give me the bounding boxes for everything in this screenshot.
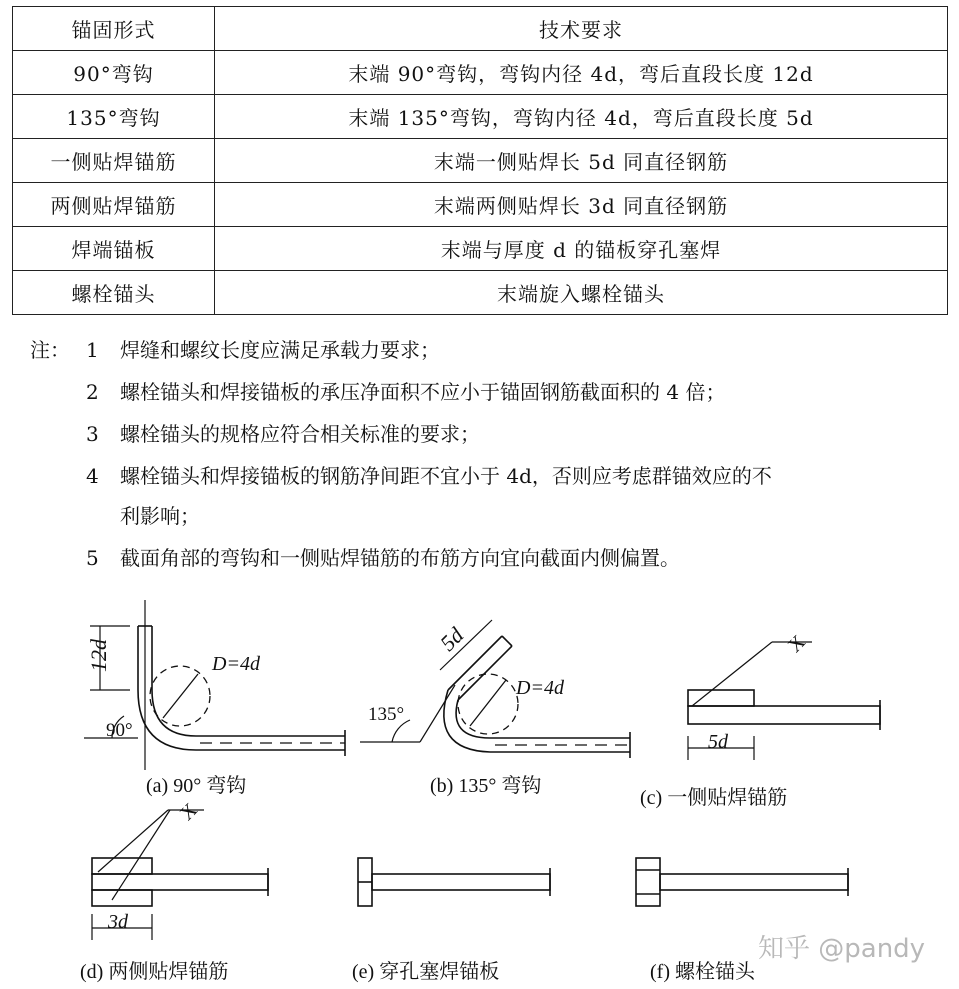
label-a-length: 12d [86, 639, 111, 672]
cell-form: 一侧贴焊锚筋 [13, 139, 215, 183]
table-row [13, 95, 948, 139]
note-number: 1 [86, 338, 99, 362]
label-b-length: 5d [435, 622, 469, 656]
watermark: 知乎 @pandy [758, 934, 926, 964]
label-b-angle: 135° [368, 704, 405, 725]
diagram-b-135-hook [360, 620, 630, 758]
note-item [30, 376, 725, 405]
cell-requirement: 末端两侧贴焊长 3d 同直径钢筋 [215, 183, 948, 227]
note-item [30, 542, 680, 571]
note-text: 螺栓锚头和焊接锚板的钢筋净间距不宜小于 4d，否则应考虑群锚效应的不 [120, 464, 772, 488]
note-number: 4 [86, 464, 99, 488]
note-text: 螺栓锚头的规格应符合相关标准的要求； [120, 422, 480, 446]
cell-requirement: 末端 90°弯钩，弯钩内径 4d，弯后直段长度 12d [215, 51, 948, 95]
table-row [13, 227, 948, 271]
cell-form: 两侧贴焊锚筋 [13, 183, 215, 227]
label-a-angle: 90° [106, 720, 133, 741]
anchorage-table [12, 6, 948, 315]
label-a-diameter: D=4d [212, 653, 260, 675]
note-item [30, 460, 772, 489]
note-item [30, 334, 440, 363]
table-row [13, 183, 948, 227]
cell-form: 135°弯钩 [13, 95, 215, 139]
note-number: 5 [86, 546, 99, 570]
cell-requirement: 末端旋入螺栓锚头 [215, 271, 948, 315]
caption-c: (c) 一侧贴焊锚筋 [640, 787, 788, 809]
note-text: 截面角部的弯钩和一侧贴焊锚筋的布筋方向宜向截面内侧偏置。 [120, 546, 680, 570]
diagram-e-plug-weld-plate [358, 858, 550, 906]
note-number: 3 [86, 422, 99, 446]
cell-form: 焊端锚板 [13, 227, 215, 271]
note-number: 2 [86, 380, 99, 404]
cell-form: 90°弯钩 [13, 51, 215, 95]
table-row [13, 51, 948, 95]
note-text: 焊缝和螺纹长度应满足承载力要求； [120, 338, 440, 362]
note-text: 螺栓锚头和焊接锚板的承压净面积不应小于锚固钢筋截面积的 4 倍； [120, 380, 726, 404]
label-b-diameter: D=4d [516, 677, 564, 699]
cell-requirement: 末端与厚度 d 的锚板穿孔塞焊 [215, 227, 948, 271]
table-row [13, 139, 948, 183]
weld-mark-c: X [783, 631, 810, 657]
label-d-length: 3d [108, 911, 128, 933]
table-header-row [13, 7, 948, 51]
caption-e: (e) 穿孔塞焊锚板 [352, 961, 500, 983]
caption-a: (a) 90° 弯钩 [146, 775, 247, 797]
header-form: 锚固形式 [13, 7, 215, 51]
note-item-continued [30, 500, 200, 529]
cell-requirement: 末端一侧贴焊长 5d 同直径钢筋 [215, 139, 948, 183]
cell-form: 螺栓锚头 [13, 271, 215, 315]
caption-f: (f) 螺栓锚头 [650, 961, 755, 983]
weld-mark-d: X [175, 799, 202, 825]
note-text: 利影响； [120, 504, 200, 528]
notes-label: 注： [30, 338, 70, 362]
table-row [13, 271, 948, 315]
header-requirement: 技术要求 [215, 7, 948, 51]
caption-b: (b) 135° 弯钩 [430, 775, 542, 797]
caption-d: (d) 两侧贴焊锚筋 [80, 961, 229, 983]
note-item [30, 418, 480, 447]
cell-requirement: 末端 135°弯钩，弯钩内径 4d，弯后直段长度 5d [215, 95, 948, 139]
diagram-f-bolt-head [636, 858, 848, 906]
diagram-a-90-hook [84, 600, 345, 770]
label-c-length: 5d [708, 731, 728, 753]
